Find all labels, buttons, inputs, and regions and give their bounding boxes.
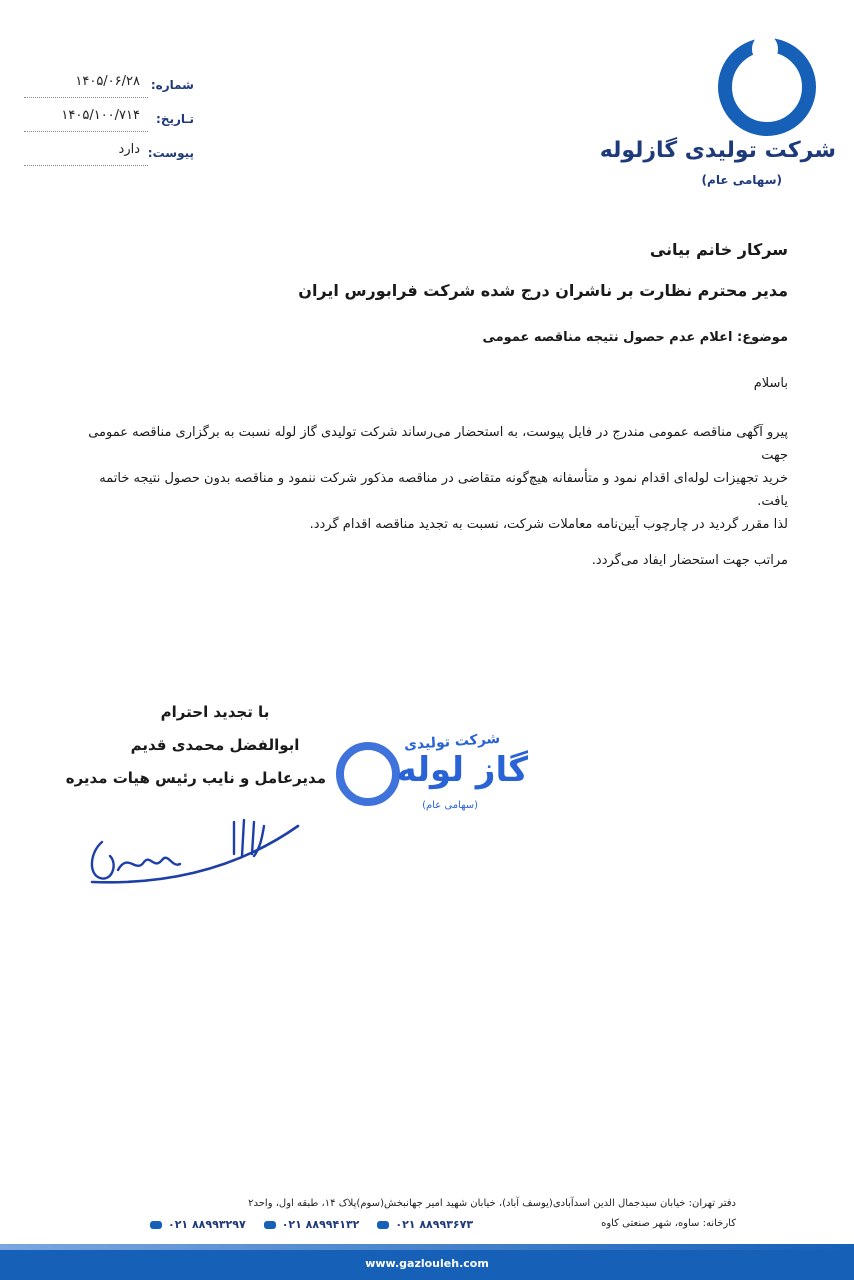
body-line: خرید تجهیزات لوله‌ای اقدام نمود و متأسفانه هیچ‌گونه متقاضی در مناقصه مذکور شرکت ننمود و مناقصه بدون حصول نتیجه خاتمه یافت. bbox=[99, 471, 788, 509]
closing-regards: با تجدید احترام bbox=[160, 703, 270, 721]
body-line: لذا مقرر گردید در چارچوب آیین‌نامه معاملات شرکت، نسبت به تجدید مناقصه اقدام گردد. bbox=[309, 517, 788, 532]
phone-icon bbox=[377, 1221, 389, 1229]
date-label: تـاریخ: bbox=[156, 112, 194, 126]
date-value: ۱۴۰۵/۱۰۰/۷۱۴ bbox=[61, 108, 140, 123]
footer-address-tehran: دفتر تهران: خیابان سیدجمال الدین اسدآبادی(یوسف آباد)، خیابان شهید امیر جهانبخش(سوم)پلاک ۱۴، طبقه اول، واحد۲ bbox=[248, 1198, 736, 1209]
phone-icon bbox=[264, 1221, 276, 1229]
phone-icon bbox=[150, 1221, 162, 1229]
footer-phones bbox=[150, 1218, 473, 1231]
stamp-logo-icon bbox=[336, 742, 400, 806]
signer-name: ابوالفضل محمدی قدیم bbox=[130, 736, 300, 754]
letter-date-row bbox=[24, 108, 194, 134]
recipient-title: مدیر محترم نظارت بر ناشران درج شده شرکت فرابورس ایران bbox=[298, 281, 788, 300]
company-logo-icon bbox=[718, 38, 816, 136]
dotted-line bbox=[24, 131, 148, 132]
letter-number-row bbox=[24, 74, 194, 100]
company-type: (سهامی عام) bbox=[701, 173, 782, 187]
number-value: ۱۴۰۵/۰۶/۲۸ bbox=[75, 74, 140, 89]
number-label: شماره: bbox=[150, 78, 194, 92]
phone-number: ۰۲۱ ۸۸۹۹۳۶۷۳ bbox=[395, 1218, 474, 1231]
recipient-name: سرکار خانم بیانی bbox=[649, 240, 788, 259]
salutation: باسلام bbox=[753, 376, 788, 391]
phone-number: ۰۲۱ ۸۸۹۹۴۱۳۲ bbox=[281, 1218, 360, 1231]
attachment-value: دارد bbox=[118, 142, 140, 157]
closing-line: مراتب جهت استحضار ایفاد می‌گردد. bbox=[591, 553, 788, 568]
stamp-top-text: شرکت تولیدی bbox=[403, 730, 501, 754]
footer-website: www.gazlouleh.com bbox=[365, 1257, 489, 1270]
company-name: شرکت تولیدی گازلوله bbox=[599, 138, 836, 163]
handwritten-signature bbox=[84, 812, 304, 892]
phone-entry bbox=[377, 1218, 473, 1231]
phone-entry bbox=[264, 1218, 360, 1231]
signer-title: مدیرعامل و نایب رئیس هیات مدیره bbox=[65, 769, 326, 787]
phone-entry bbox=[150, 1218, 246, 1231]
letter-body bbox=[68, 421, 788, 536]
footer-address-factory: کارخانه: ساوه، شهر صنعتی کاوه bbox=[601, 1218, 736, 1229]
letter-subject: موضوع: اعلام عدم حصول نتیجه مناقصه عمومی bbox=[482, 330, 788, 345]
body-line: پیرو آگهی مناقصه عمومی مندرج در فایل پیوست، به استحضار می‌رساند شرکت تولیدی گاز لوله نسبت به برگزاری مناقصه عمومی جهت bbox=[88, 425, 788, 463]
letter-attachment-row bbox=[24, 142, 194, 168]
dotted-line bbox=[24, 165, 148, 166]
dotted-line bbox=[24, 97, 148, 98]
phone-number: ۰۲۱ ۸۸۹۹۳۲۹۷ bbox=[168, 1218, 246, 1231]
company-stamp bbox=[330, 728, 540, 824]
stamp-sub-text: (سهامی عام) bbox=[422, 800, 478, 811]
stamp-main-text: گاز لوله bbox=[396, 750, 528, 790]
attachment-label: پیوست: bbox=[147, 146, 194, 160]
